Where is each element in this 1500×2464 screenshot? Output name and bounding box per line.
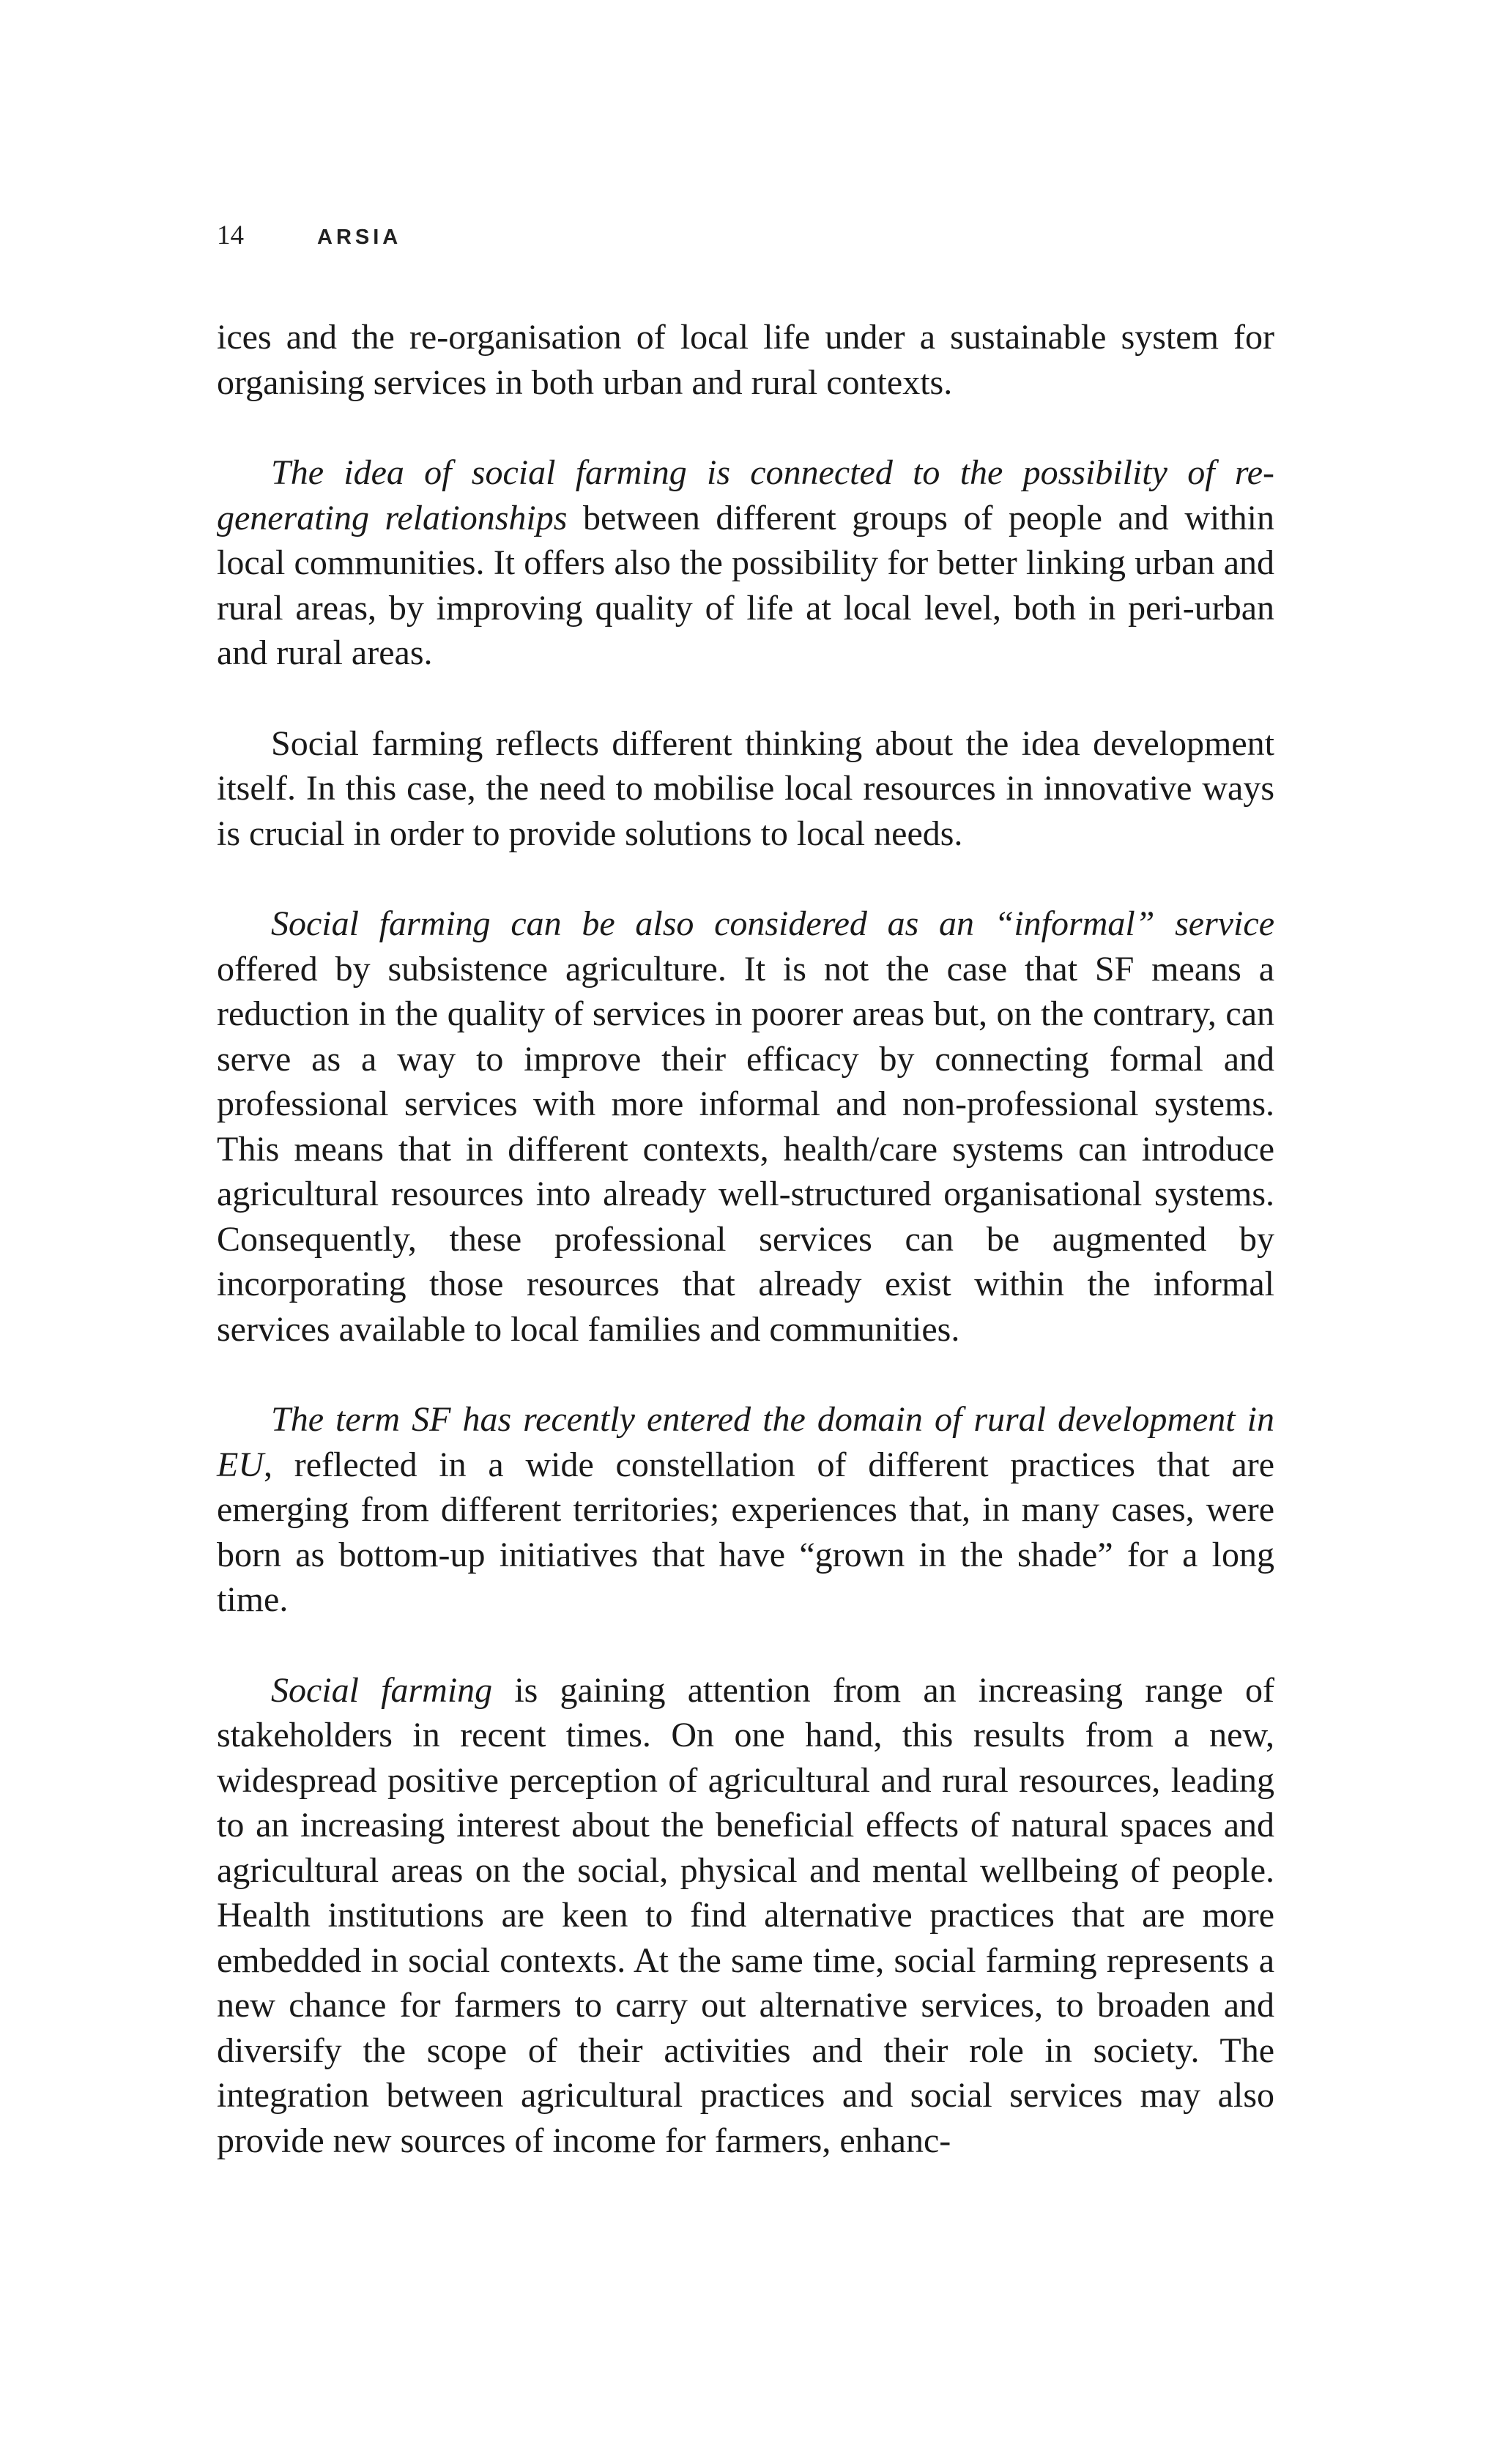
paragraph-development-thinking: [217, 721, 1274, 857]
italic-lead: Social farming can be also considered as an “informal” service: [271, 904, 1274, 943]
paragraph-text: , reflected in a wide constellation of different practices that are emerging from different territories; experiences that, in many cases, were born as bottom-up initiatives that have “grown in the shade” for a long time.: [217, 1445, 1274, 1619]
paragraph-informal-service: [217, 901, 1274, 1352]
paragraph-continuation: [217, 315, 1274, 405]
paragraph-text: is gaining attention from an increasing range of stakeholders in recent times. On one hand, this results from a new, widespread positive perception of agricultural and rural resources, leading to an increasing interest about the beneficial effects of natural spaces and agricultural areas on the social, physical and mental wellbeing of people. Health institutions are keen to find alternative practices that are more embedded in social contexts. At the same time, social farming represents a new chance for farmers to carry out alternative services, to broaden and diversify the scope of their activities and their role in society. The integration between agricultural practices and social services may also provide new sources of income for farmers, enhanc-: [217, 1670, 1274, 2160]
paragraph-gaining-attention: [217, 1668, 1274, 2164]
italic-lead: Social farming: [271, 1670, 493, 1710]
paragraph-text: Social farming reflects different thinking about the idea development itself. In this case, the need to mobilise local resources in innovative ways is crucial in order to provide solutions to local needs.: [217, 723, 1274, 853]
paragraph-text: offered by subsistence agriculture. It is not the case that SF means a reduction in the quality of services in poorer areas but, on the contrary, can serve as a way to improve their efficacy by connecting formal and professional services with more informal and non-professional systems. This means that in different contexts, health/care systems can introduce agricultural resources into already well-structured organisational systems. Consequently, these professional services can be augmented by incorporating those resources that already exist within the informal services available to local families and communities.: [217, 949, 1274, 1349]
paragraph-regenerating-relationships: [217, 450, 1274, 676]
running-head: [217, 220, 401, 264]
italic-lead: The term SF has recently entered the domain of rural development in EU: [217, 1400, 1274, 1484]
page-number: 14: [217, 220, 244, 250]
italic-lead: The idea of social farming is connected to the possibility of re-generating relationships: [217, 453, 1274, 537]
paragraph-text: between different groups of people and within local communities. It offers also the possibility for better linking urban and rural areas, by improving quality of life at local level, both in peri-urban and rural areas.: [217, 498, 1274, 672]
journal-name: ARSIA: [317, 226, 402, 249]
body-text: [217, 315, 1274, 2163]
paragraph-text: ices and the re-organisation of local life under a sustainable system for organising services in both urban and rural contexts.: [217, 318, 1274, 402]
paragraph-rural-development-eu: [217, 1397, 1274, 1623]
